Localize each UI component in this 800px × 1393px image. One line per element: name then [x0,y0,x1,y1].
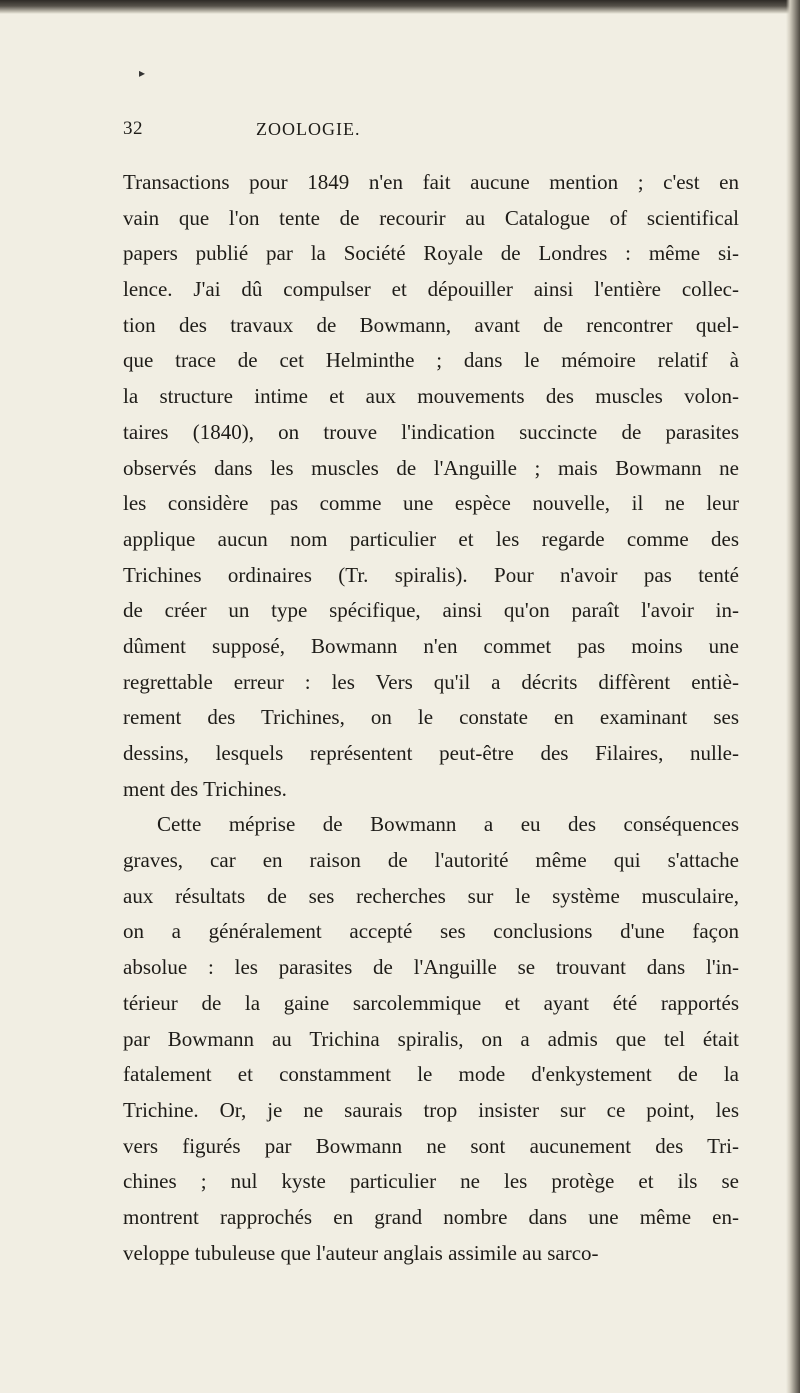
text-line: la structure intime et aux mouvements des muscles volon- [123,384,739,409]
text-line: par Bowmann au Trichina spiralis, on a admis que tel était [123,1026,739,1051]
text-line: Trichine. Or, je ne saurais trop insister sur ce point, les [123,1097,739,1122]
text-line: chines ; nul kyste particulier ne les protège et ils se [123,1169,739,1194]
text-line: vain que l'on tente de recourir au Catalogue of scientifical [123,205,739,230]
text-line: papers publié par la Société Royale de Londres : même si- [123,241,739,266]
running-head: ZOOLOGIE. [256,119,361,139]
text-line: regrettable erreur : les Vers qu'il a décrits diffèrent entiè- [123,669,739,694]
text-line: de créer un type spécifique, ainsi qu'on paraît l'avoir in- [123,598,739,623]
text-line: Transactions pour 1849 n'en fait aucune mention ; c'est en [123,170,739,194]
text-line: veloppe tubuleuse que l'auteur anglais assimile au sarco- [123,1240,599,1265]
text-line: ment des Trichines. [123,776,287,801]
text-line: dûment supposé, Bowmann n'en commet pas moins une [123,633,739,658]
text-line: que trace de cet Helminthe ; dans le mémoire relatif à [123,348,739,373]
text-line: térieur de la gaine sarcolemmique et ayant été rapportés [123,990,739,1015]
page-header [0,118,800,142]
text-line: aux résultats de ses recherches sur le système musculaire, [123,883,739,908]
page-top-edge-shadow [0,0,800,14]
text-line: on a généralement accepté ses conclusions d'une façon [123,919,739,944]
text-line: observés dans les muscles de l'Anguille ; mais Bowmann ne [123,455,739,480]
page-binding-edge-shadow [786,0,800,1393]
text-line: vers figurés par Bowmann ne sont aucunement des Tri- [123,1133,739,1158]
text-line: dessins, lesquels représentent peut-être des Filaires, nulle- [123,741,739,765]
text-line: Trichines ordinaires (Tr. spiralis). Pour n'avoir pas tenté [123,562,739,587]
body-text [123,165,739,1271]
text-line: taires (1840), on trouve l'indication succincte de parasites [123,419,739,444]
text-line: montrent rapprochés en grand nombre dans une même en- [123,1204,739,1229]
text-line: graves, car en raison de l'autorité même qui s'attache [123,848,739,873]
page-number: 32 [123,118,143,139]
paragraph [123,807,739,1271]
text-line: applique aucun nom particulier et les regarde comme des [123,526,739,551]
text-line: fatalement et constamment le mode d'enkystement de la [123,1062,739,1087]
text-line: lence. J'ai dû compulser et dépouiller ainsi l'entière collec- [123,277,739,302]
printer-mark: ▸ [139,66,146,80]
text-line: tion des travaux de Bowmann, avant de rencontrer quel- [123,312,739,337]
text-line: rement des Trichines, on le constate en examinant ses [123,705,739,730]
text-line: absolue : les parasites de l'Anguille se trouvant dans l'in- [123,955,739,980]
paragraph [123,165,739,807]
text-line: Cette méprise de Bowmann a eu des conséquences [157,812,739,837]
text-line: les considère pas comme une espèce nouvelle, il ne leur [123,491,739,516]
